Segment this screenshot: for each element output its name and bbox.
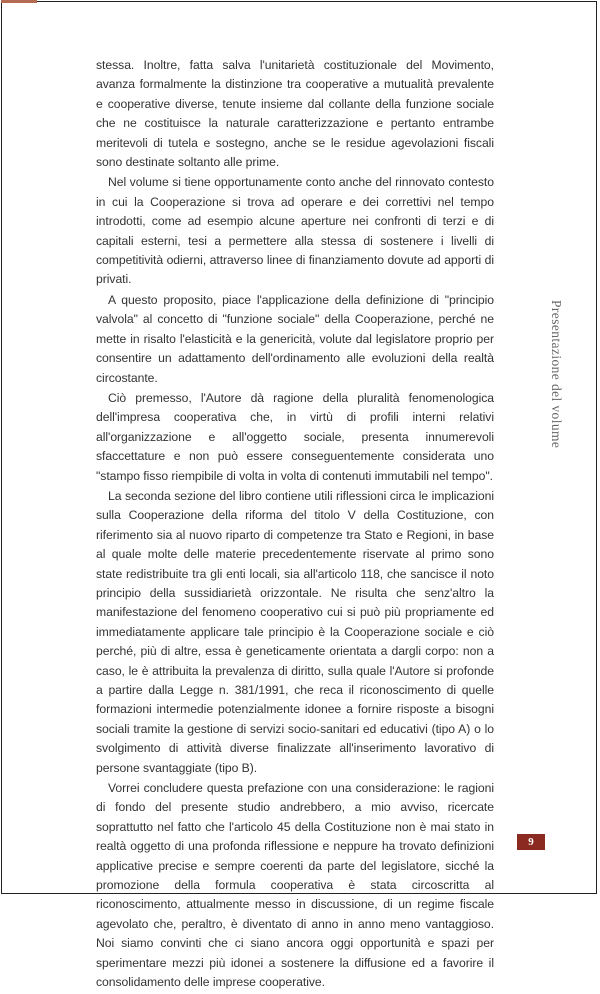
- running-head-title: Presentazione del volume: [549, 300, 564, 449]
- page-number: 9: [517, 834, 545, 850]
- running-head: [525, 300, 565, 760]
- paragraph: A questo proposito, piace l'applicazione della definizione di "principio valvola" al concetto di "funzione sociale" della Cooperazione, perché ne mette in risalto l'elasticità e la genericità, volute dal legislatore proprio per consentire un adattamento dell'ordinamento alle evoluzioni della realtà circostante.: [96, 292, 494, 385]
- paragraph: Vorrei concludere questa prefazione con una considerazione: le ragioni di fondo del presente studio andrebbero, a mio avviso, ricercate soprattutto nel fatto che l'articolo 45 della Costituzione non è mai stato in realtà oggetto di una profonda riflessione e neppure ha trovato definizioni applicative precise e sempre coerenti da parte del legislatore, sicché la promozione della formula cooperativa è stata circoscritta al riconoscimento, attualmente messo in discussione, di un regime fiscale agevolato che, peraltro, è diventato di anno in anno meno vantaggioso. Noi siamo convinti che ci siano ancora oggi opportunità e spazi per sperimentare mezzi più idonei a sostenere la diffusione ed a favorire il consolidamento delle imprese cooperative.: [96, 781, 494, 990]
- body-text: [96, 56, 494, 994]
- paragraph: stessa. Inoltre, fatta salva l'unitarietà costituzionale del Movimento, avanza formalmente la distinzione tra cooperative a mutualità prevalente e cooperative diverse, tenute insieme dal collante della funzione sociale che ne costituisce la naturale caratterizzazione e pertanto entrambe meritevoli di tutela e sostegno, anche se le residue agevolazioni fiscali sono destinate soltanto alle prime.: [96, 58, 494, 170]
- paragraph: Ciò premesso, l'Autore dà ragione della pluralità fenomenologica dell'impresa cooperativa che, in virtù di profili interni relativi all'organizzazione e all'oggetto sociale, presenta innumerevoli sfaccettature e non può essere conseguentemente considerata uno "stampo fisso riempibile di volta in volta di contenuti immutabili nel tempo".: [96, 390, 494, 483]
- paragraph: La seconda sezione del libro contiene utili riflessioni circa le implicazioni sulla Cooperazione della riforma del titolo V della Costituzione, con riferimento sia al nuovo riparto di competenze tra Stato e Regioni, in base al quale molte delle materie precedentemente riservate al primo sono state redistribuite tra gli enti locali, sia all'articolo 118, che sancisce il noto principio della sussidiarietà orizzontale. Ne risulta che senz'altro la manifestazione del fenomeno cooperativo cui si può più propriamente ed immediatamente applicare tale principio è la Cooperazione sociale e ciò perché, più di altre, essa è geneticamente orientata a dargli corpo: non a caso, le è attribuita la prevalenza di diritto, sulla quale l'Autore si profonde a partire dalla Legge n. 381/1991, che reca il riconoscimento di quelle formazioni intermedie potenzialmente idonee a fornire risposte a bisogni sociali tramite la gestione di servizi socio-sanitari ed educativi (tipo A) o lo svolgimento di attività diverse finalizzate all'inserimento lavorativo di persone svantaggiate (tipo B).: [96, 488, 494, 775]
- corner-mark: [1, 0, 37, 3]
- paragraph: Nel volume si tiene opportunamente conto anche del rinnovato contesto in cui la Cooperazione si trova ad operare e dei correttivi nel tempo introdotti, come ad esempio alcune aperture nei confronti di terzi e di capitali esterni, tesi a permettere alla stessa di sostenere i livelli di competitività odierni, attraverso linee di finanziamento dovute ad apporti di privati.: [96, 175, 494, 287]
